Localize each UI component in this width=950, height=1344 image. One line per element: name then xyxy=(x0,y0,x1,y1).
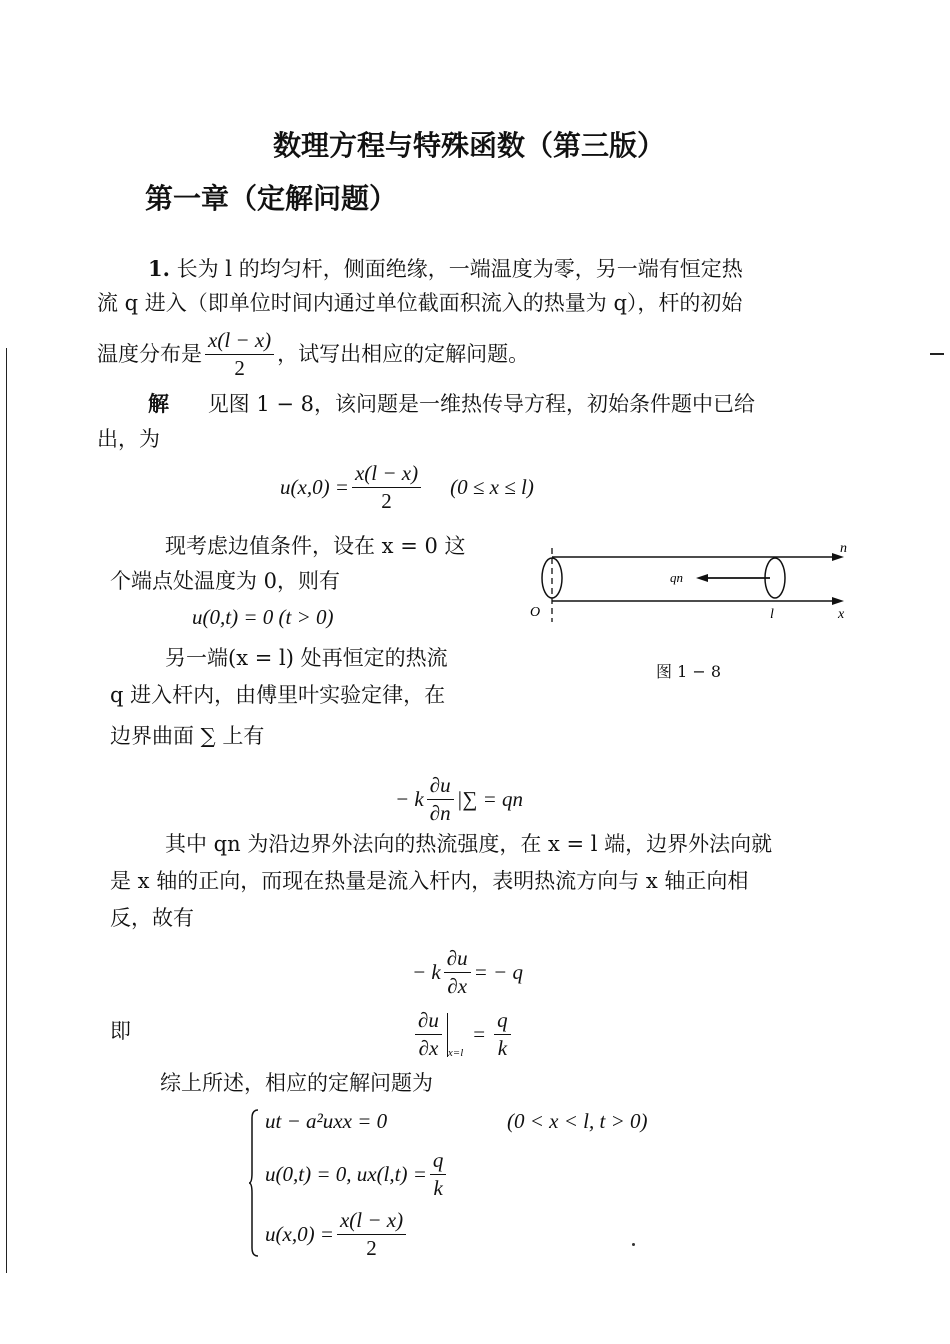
rod-figure xyxy=(520,540,860,640)
equation-initial-condition xyxy=(280,463,534,512)
stray-dot xyxy=(632,1243,635,1246)
ji-label: 即 xyxy=(110,1019,131,1043)
solution-label: 解 xyxy=(148,391,169,416)
eq1-denominator: 2 xyxy=(381,489,392,513)
equation-boundary-left: u(0,t) = 0 (t > 0) xyxy=(192,605,334,629)
eq3-numerator: ∂u xyxy=(427,775,454,800)
eq4-suffix: = − q xyxy=(473,960,523,984)
equation-gradient xyxy=(412,1010,514,1059)
problem-text-3b: ，试写出相应的定解问题。 xyxy=(277,342,530,366)
sys2-fraction xyxy=(430,1150,447,1199)
eq5-subscript: x=l xyxy=(447,1047,464,1059)
eq5-rhs-denominator: k xyxy=(497,1036,508,1060)
heat-flux-arrow-head xyxy=(696,574,708,582)
para4-line-1: 其中 qn 为沿边界外法向的热流强度，在 x = l 端，边界外法向就 xyxy=(165,832,773,856)
eq5-denominator: ∂x xyxy=(418,1036,439,1060)
label-n: n xyxy=(840,541,847,556)
problem-number: 1. xyxy=(148,256,170,281)
system-row-2 xyxy=(265,1150,449,1199)
eq3-suffix: |∑ = qn xyxy=(456,787,524,811)
problem-text-1: 长为 l 的均匀杆，侧面绝缘，一端温度为零，另一端有恒定热 xyxy=(176,257,743,281)
eq4-fraction xyxy=(444,948,471,997)
page-margin-mark xyxy=(930,353,944,355)
eq1-lhs: u(x,0) = xyxy=(280,475,349,499)
solution-line-2: 出，为 xyxy=(97,427,160,451)
sys2-denominator: k xyxy=(433,1176,443,1200)
para4-line-3: 反，故有 xyxy=(110,906,194,930)
heat-equation: ut − a²uxx = 0 xyxy=(265,1109,388,1133)
para3-line-2: q 进入杆内，由傅里叶实验定律，在 xyxy=(110,683,446,707)
book-title: 数理方程与特殊函数（第三版） xyxy=(273,129,666,162)
system-row-3 xyxy=(265,1210,409,1259)
eq3-fraction xyxy=(427,775,454,824)
sys3-denominator: 2 xyxy=(366,1236,377,1260)
eq5-rhs-numerator: q xyxy=(494,1010,511,1035)
system-row-1 xyxy=(265,1109,648,1133)
para2-line-1: 现考虑边值条件，设在 x = 0 这 xyxy=(165,534,466,558)
eq4-numerator: ∂u xyxy=(444,948,471,973)
equation-heat-flux xyxy=(412,948,523,997)
fraction-denominator: 2 xyxy=(234,356,245,380)
problem-text-3: 温度分布是 xyxy=(97,342,202,366)
summary-text: 综上所述，相应的定解问题为 xyxy=(160,1071,433,1095)
eq1-numerator: x(l − x) xyxy=(352,463,421,488)
para2-line-2: 个端点处温度为 0，则有 xyxy=(110,569,341,593)
equation-fourier-law xyxy=(395,775,523,824)
eq3-prefix: − k xyxy=(395,787,424,811)
eq4-denominator: ∂x xyxy=(447,974,468,998)
initial-condition: u(x,0) = xyxy=(265,1222,334,1246)
problem-line-3 xyxy=(97,330,529,379)
fraction-numerator: x(l − x) xyxy=(205,330,274,355)
eq1-fraction xyxy=(352,463,421,512)
initial-temp-fraction xyxy=(205,330,274,379)
problem-line-1 xyxy=(148,258,743,280)
label-l: l xyxy=(770,607,774,622)
boundary-conditions: u(0,t) = 0, ux(l,t) = xyxy=(265,1162,427,1186)
label-x: x xyxy=(838,607,845,622)
label-origin: O xyxy=(530,605,541,620)
para3-line-1: 另一端(x = l) 处再恒定的热流 xyxy=(165,646,448,670)
eq3-denominator: ∂n xyxy=(429,801,451,825)
para4-line-2: 是 x 轴的正向，而现在热量是流入杆内，表明热流方向与 x 轴正向相 xyxy=(110,869,749,893)
chapter-title: 第一章（定解问题） xyxy=(145,182,398,215)
para3-line-3: 边界曲面 ∑ 上有 xyxy=(110,724,265,748)
heat-equation-domain: (0 < x < l, t > 0) xyxy=(507,1109,648,1133)
sys3-numerator: x(l − x) xyxy=(337,1210,406,1235)
sys2-numerator: q xyxy=(430,1150,447,1175)
sys3-fraction xyxy=(337,1210,406,1259)
page-margin-line xyxy=(6,348,7,1273)
x-arrow-head xyxy=(832,597,844,605)
eq4-prefix: − k xyxy=(412,960,441,984)
eq5-rhs-fraction xyxy=(494,1010,511,1059)
eq1-condition: (0 ≤ x ≤ l) xyxy=(450,475,534,499)
problem-line-2: 流 q 进入（即单位时间内通过单位截面积流入的热量为 q），杆的初始 xyxy=(97,291,743,315)
label-qn: qn xyxy=(670,570,683,585)
eq5-fraction xyxy=(415,1010,442,1059)
eq5-numerator: ∂u xyxy=(415,1010,442,1035)
solution-line-1 xyxy=(148,393,755,415)
system-brace xyxy=(249,1108,259,1258)
figure-caption: 图 1 − 8 xyxy=(656,662,722,681)
solution-text-1: 见图 1 − 8，该问题是一维热传导方程，初始条件题中已给 xyxy=(207,392,756,416)
eq5-equals: = xyxy=(473,1022,486,1046)
